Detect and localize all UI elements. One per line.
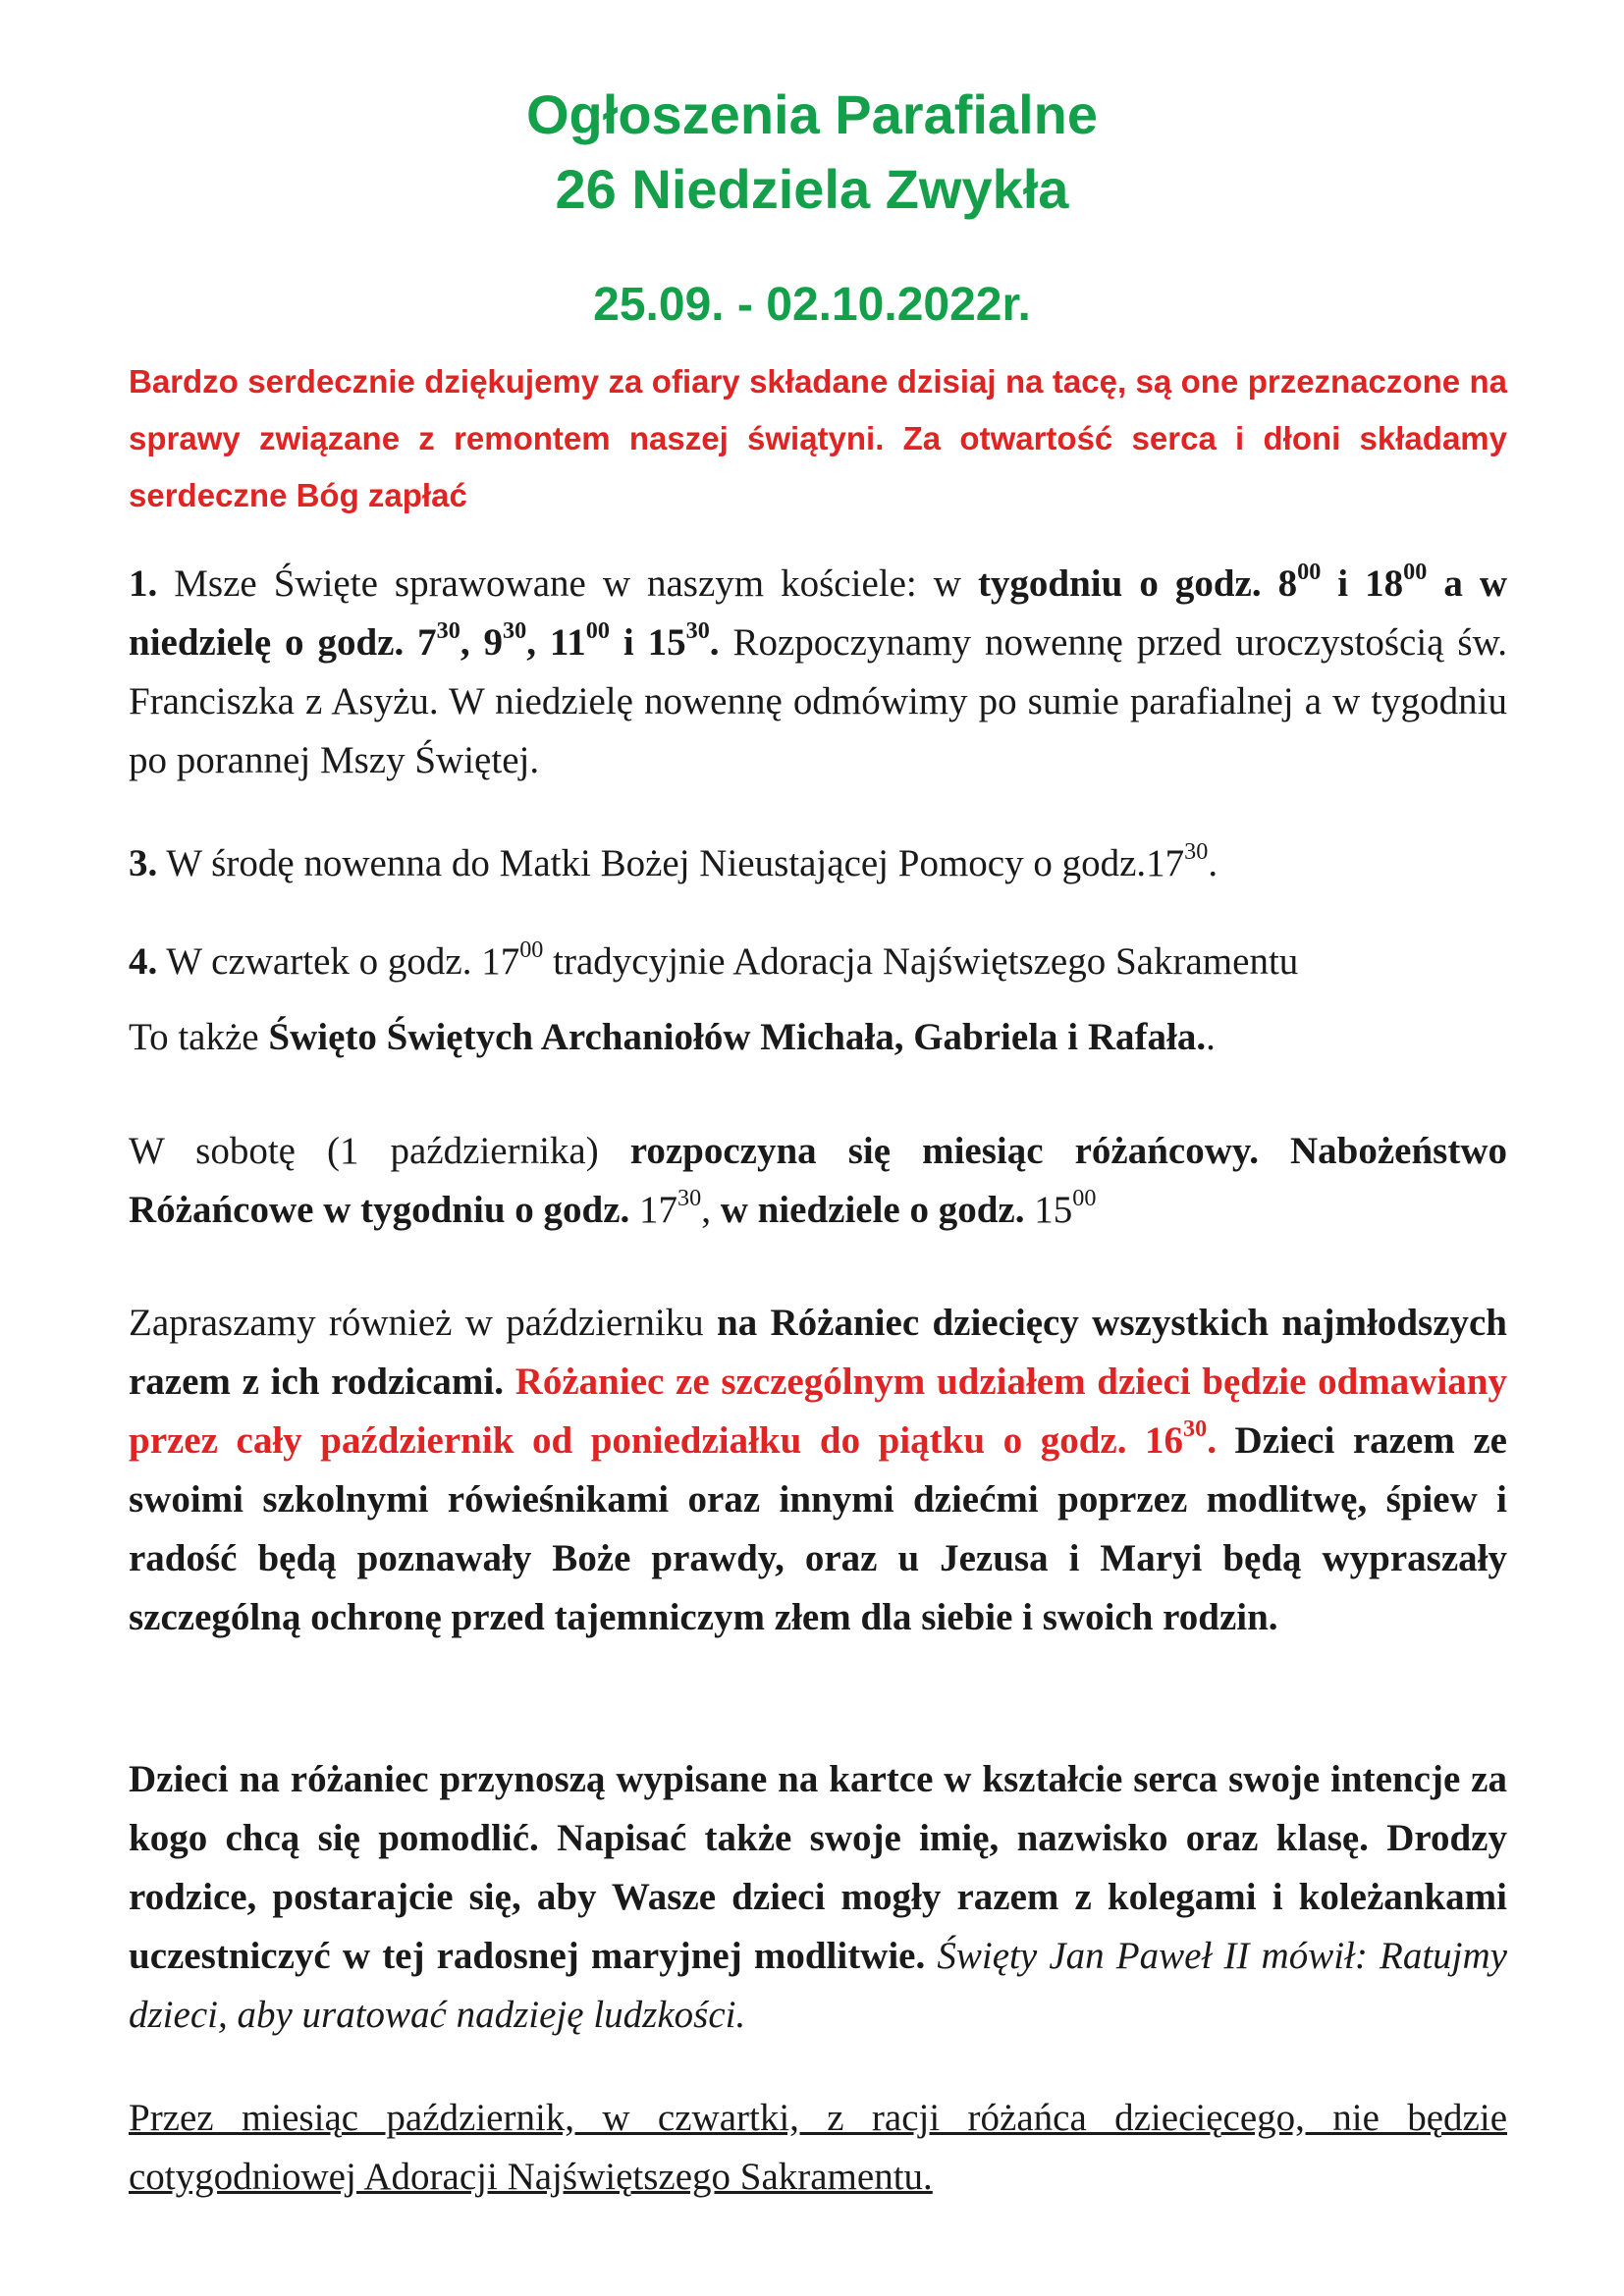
sup: 00: [1072, 1185, 1097, 1212]
sup: 30: [677, 1185, 702, 1212]
rosary-paragraph: [129, 1122, 1507, 1240]
item-4-text-b: tradycyjnie Adoracja Najświętszego Sakramentu: [543, 940, 1299, 983]
hour-11: , 11: [526, 621, 586, 664]
item-3-paragraph: [129, 834, 1507, 893]
weekday-hours: tygodniu o godz. 8: [977, 562, 1298, 605]
period: .: [709, 621, 720, 664]
item-1-text-a: Msze Święte sprawowane w naszym kościele: w: [157, 562, 978, 605]
rosary-start: rozpoczyna się miesiąc różańcowy. Nabożeństwo Różańcowe w tygodniu o godz.: [129, 1130, 1507, 1231]
children-invite: na Różaniec dziecięcy wszystkich najmłodszych razem z ich rodzicami.: [129, 1302, 1507, 1403]
children-rosary-paragraph: [129, 1294, 1507, 1647]
period: .: [1207, 1419, 1217, 1462]
hearts-instructions: Dzieci na różaniec przynoszą wypisane na kartce w kształcie serca swoje intencje za kogo chcą się pomodlić. Napisać także swoje imię, nazwisko oraz klasę. Drodzy rodzice, postarajcie się, aby Wasze dzieci mogły razem z kolegami i koleżankami uczestniczyć w tej radosnej maryjnej modlitwie.: [129, 1758, 1507, 1977]
john-paul-quote: Święty Jan Paweł II mówił: Ratujmy dzieci, aby uratować nadzieję ludzkości.: [129, 1935, 1507, 2036]
feast-text: To także: [129, 1016, 269, 1058]
rosary-sunday: w niedziele o godz.: [720, 1189, 1025, 1231]
item-4-paragraph: [129, 933, 1507, 991]
comma: ,: [701, 1189, 721, 1231]
sup: 00: [585, 617, 610, 645]
item-3-number: 3.: [129, 842, 158, 884]
sup: 00: [1297, 559, 1322, 586]
sup: 30: [503, 617, 527, 645]
sup: 30: [1183, 1415, 1208, 1443]
sup: 30: [685, 617, 710, 645]
hour-18: i 18: [1321, 562, 1404, 605]
sup: 30: [1184, 838, 1209, 866]
item-1-number: 1.: [129, 562, 158, 605]
adoration-notice: Przez miesiąc październik, w czwartki, z racji różańca dziecięcego, nie będzie cotygodniowej Adoracji Najświętszego Sakramentu.: [129, 2097, 1507, 2198]
item-4-number: 4.: [129, 940, 158, 983]
feast-name: Święto Świętych Archaniołów Michała, Gabriela i Rafała.: [268, 1016, 1207, 1058]
period: .: [1208, 842, 1218, 884]
feast-paragraph: [129, 1008, 1507, 1067]
period: .: [1206, 1016, 1216, 1058]
hearts-paragraph: [129, 1750, 1507, 2045]
rosary-hour-15: 15: [1024, 1189, 1073, 1231]
sup: 00: [1403, 559, 1428, 586]
children-schedule: Różaniec ze szczególnym udziałem dzieci będzie odmawiany przez cały październik od poniedziałku do piątku o godz. 16: [129, 1361, 1508, 1462]
rosary-text-a: W sobotę (1 października): [129, 1130, 630, 1172]
item-3-text: W środę nowenna do Matki Bożej Nieustającej Pomocy o godz.17: [157, 842, 1185, 884]
sunday-hours: a w niedzielę o godz. 7: [129, 562, 1507, 664]
item-1-paragraph: [129, 555, 1507, 790]
title-line-1: Ogłoszenia Parafialne: [526, 83, 1098, 145]
hour-9: , 9: [460, 621, 504, 664]
sup: 30: [436, 617, 460, 645]
sup: 00: [519, 936, 544, 964]
title-line-2: 26 Niedziela Zwykła: [555, 158, 1069, 220]
thanks-paragraph: Bardzo serdecznie dziękujemy za ofiary składane dzisiaj na tacę, są one przeznaczone na sprawy związane z remontem naszej świątyni. Za otwartość serca i dłoni składamy serdeczne Bóg zapłać: [129, 363, 1507, 513]
hour-15: i 15: [609, 621, 686, 664]
item-4-text-a: W czwartek o godz. 17: [157, 940, 520, 983]
item-1-text-b: Rozpoczynamy nowennę przed uroczystością św. Franciszka z Asyżu. W niedzielę nowennę odmówimy po sumie parafialnej a w tygodniu po porannej Mszy Świętej.: [129, 621, 1507, 781]
rosary-hour-17: 17: [629, 1189, 678, 1231]
date-range: 25.09. - 02.10.2022r.: [593, 279, 1031, 331]
children-description: Dzieci razem ze swoimi szkolnymi rówieśnikami oraz innymi dziećmi poprzez modlitwę, śpiew i radość będą poznawały Boże prawdy, oraz u Jezusa i Maryi będą wypraszały szczególną ochronę przed tajemniczym złem dla siebie i swoich rodzin.: [129, 1419, 1507, 1638]
children-text: Zapraszamy również w październiku: [129, 1302, 717, 1344]
